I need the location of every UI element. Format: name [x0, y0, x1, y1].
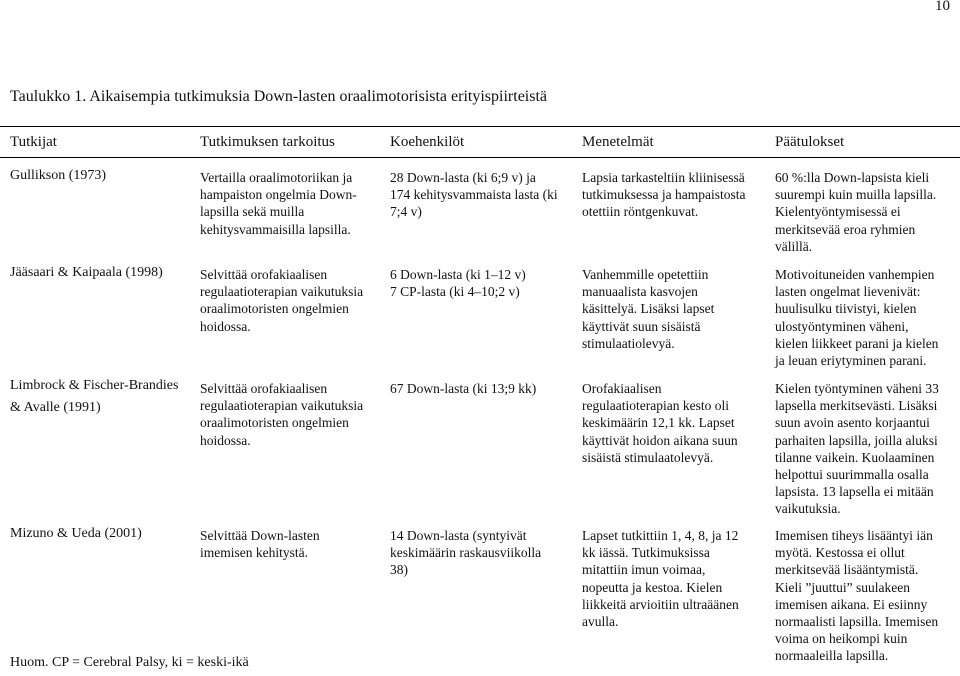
cell-purpose: Vertailla oraalimotoriikan ja hampaiston ongelmia Down- lapsilla sekä muilla kehitysvammaisilla lapsilla.: [200, 170, 357, 237]
cell-author: Limbrock & Fischer-Brandies & Avalle (1991): [10, 378, 179, 415]
cell-author: Mizuno & Ueda (2001): [10, 526, 142, 541]
cell-purpose: Selvittää orofakiaalisen regulaatioterapian vaikutuksia oraalimotoristen ongelmien hoidossa.: [200, 381, 364, 448]
cell-subjects: 14 Down-lasta (syntyivät keskimäärin raskausviikolla 38): [390, 528, 542, 578]
footnote-text: CP = Cerebral Palsy, ki = keski-ikä: [48, 655, 249, 670]
cell-results: Imemisen tiheys lisääntyi iän myötä. Kestossa ei ollut merkitsevää lisääntymistä. Kieli ”juuttui” suulakeen imemisen aikana. Ei esiinny normaalisti lapsilla. Imemisen voima on heikompi kuin normaaleilla lapsilla.: [775, 528, 939, 664]
cell-purpose: Selvittää orofakiaalisen regulaatioterapian vaikutuksia oraalimotoristen ongelmien hoidossa.: [200, 267, 364, 334]
cell-subjects: 67 Down-lasta (ki 13;9 kk): [390, 381, 537, 396]
header-subjects: Koehenkilöt: [390, 134, 465, 150]
cell-subjects: 28 Down-lasta (ki 6;9 v) ja 174 kehitysvammaista lasta (ki 7;4 v): [390, 170, 558, 220]
cell-methods: Orofakiaalisen regulaatioterapian kesto oli keskimäärin 12,1 kk. Lapset käyttivät hoidon aikana suun sisäistä stimulaatolevyä.: [582, 381, 738, 465]
cell-methods: Lapset tutkittiin 1, 4, 8, ja 12 kk iässä. Tutkimuksissa mitattiin imun voimaa, nopeutta ja kestoa. Kielen liikkeitä arvioitiin ultraäänen avulla.: [582, 528, 739, 630]
header-purpose: Tutkimuksen tarkoitus: [200, 134, 335, 150]
table-top-rule: [0, 126, 960, 127]
cell-author: Jääsaari & Kaipaala (1998): [10, 265, 163, 280]
cell-methods: Vanhemmille opetettiin manuaalista kasvojen käsittelyä. Lisäksi lapset käyttivät suun sisäistä stimulaatiolevyä.: [582, 267, 715, 351]
cell-methods: Lapsia tarkasteltiin kliinisessä tutkimuksessa ja hampaistosta otettiin röntgenkuvat.: [582, 170, 746, 220]
header-authors: Tutkijat: [10, 134, 57, 150]
cell-results: Kielen työntyminen väheni 33 lapsella merkitsevästi. Lisäksi suun avoin asento korjaantui parhaiten lapsilla, joilla aluksi tilanne vaikein. Kuolaaminen helpottui suurimmalla osalla lapsista. 13 lapsella ei mitään vaikutuksia.: [775, 381, 939, 517]
page-number: 10: [935, 0, 950, 14]
cell-results: 60 %:lla Down-lapsista kieli suurempi kuin muilla lapsilla. Kielentyöntymisessä ei merkitsevää eroa ryhmien välillä.: [775, 170, 937, 254]
header-methods: Menetelmät: [582, 134, 654, 150]
table-caption: Taulukko 1. Aikaisempia tutkimuksia Down-lasten oraalimotorisista erityispiirteistä: [10, 88, 548, 105]
cell-author: Gullikson (1973): [10, 168, 107, 183]
cell-subjects: 6 Down-lasta (ki 1–12 v) 7 CP-lasta (ki 4–10;2 v): [390, 267, 526, 300]
header-results: Päätulokset: [775, 134, 845, 150]
cell-results: Motivoituneiden vanhempien lasten ongelmat lievenivät: huulisulku tiivistyi, kielen ulostyöntyminen väheni, kielen liikkeet parani ja kielen ja leuan eriytyminen parani.: [775, 267, 939, 369]
header-bottom-rule: [0, 157, 960, 158]
footnote-label: Huom.: [10, 655, 49, 670]
footnote: [10, 655, 249, 671]
cell-purpose: Selvittää Down-lasten imemisen kehitystä.: [200, 528, 320, 561]
